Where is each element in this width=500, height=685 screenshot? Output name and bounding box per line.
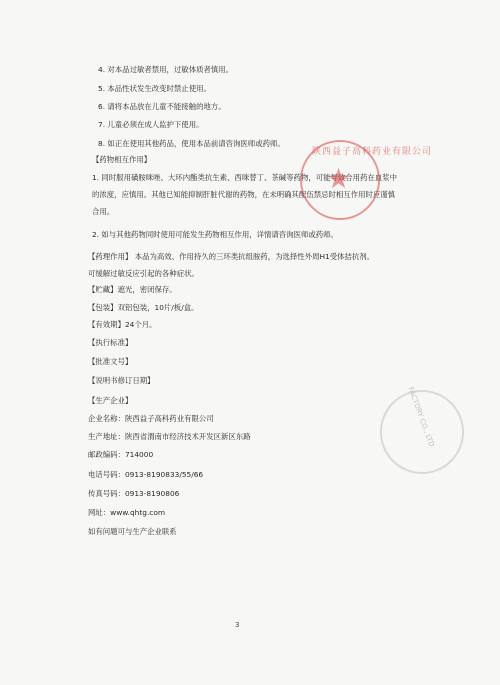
section-heading: 【批准文号】 [88, 357, 133, 366]
section-heading: 【包装】双铝包装，10片/板/盒。 [88, 303, 199, 312]
text-line: 可缓解过敏反应引起的各种症状。 [88, 269, 199, 278]
phone-number: 电话号码：0913-8190833/55/66 [88, 470, 204, 479]
text-line: 8. 如正在使用其他药品，使用本品前请咨询医师或药师。 [98, 139, 285, 148]
gray-stamp-text: FACTORY CO., LTD [406, 386, 436, 448]
text-line: 2. 如与其他药物同时使用可能发生药物相互作用，详情请咨询医师或药师。 [92, 230, 338, 239]
section-heading: 【生产企业】 [88, 396, 133, 405]
company-address: 生产地址：陕西省渭南市经济技术开发区新区东路 [88, 432, 251, 441]
contact-note: 如有问题可与生产企业联系 [88, 527, 177, 536]
postal-code: 邮政编码：714000 [88, 450, 154, 459]
company-name: 企业名称：陕西益子高科药业有限公司 [88, 414, 214, 423]
text-line: 合用。 [92, 207, 115, 216]
website: 网址：www.qhtg.com [88, 508, 166, 517]
text-line: 4. 对本品过敏者禁用，过敏体质者慎用。 [98, 65, 234, 74]
text-line: 1. 同时服用磺胺咪唑、大环内酯类抗生素、西咪替丁、茶碱等药物，可能导致合用药在血浆中 [92, 173, 398, 182]
fax-number: 传真号码：0913-8190806 [88, 489, 180, 498]
text-line: 【药理作用】 本品为高效、作用持久的三环类抗组胺药，为选择性外周H1受体拮抗剂。 [88, 252, 375, 261]
text-line: 6. 请将本品放在儿童不能接触的地方。 [98, 102, 226, 111]
section-heading: 【药物相互作用】 [92, 155, 152, 164]
text-line: 5. 本品性状发生改变时禁止使用。 [98, 84, 211, 93]
red-stamp-text: 陕西益子高科药业有限公司 [312, 147, 433, 157]
section-heading: 【贮藏】遮光，密闭保存。 [88, 285, 177, 294]
text-line: 7. 儿童必须在成人监护下使用。 [98, 120, 204, 129]
section-heading: 【执行标准】 [88, 338, 133, 347]
section-heading: 【说明书修订日期】 [88, 376, 155, 385]
text-line: 的浓度，应慎用。其他已知能抑制肝脏代谢的药物，在未明确其配伍禁忌时相互作用时应谨慎 [92, 190, 396, 199]
section-heading: 【有效期】24个月。 [88, 320, 157, 329]
page-number: 3 [235, 621, 240, 629]
star-icon: ★ [326, 162, 352, 195]
